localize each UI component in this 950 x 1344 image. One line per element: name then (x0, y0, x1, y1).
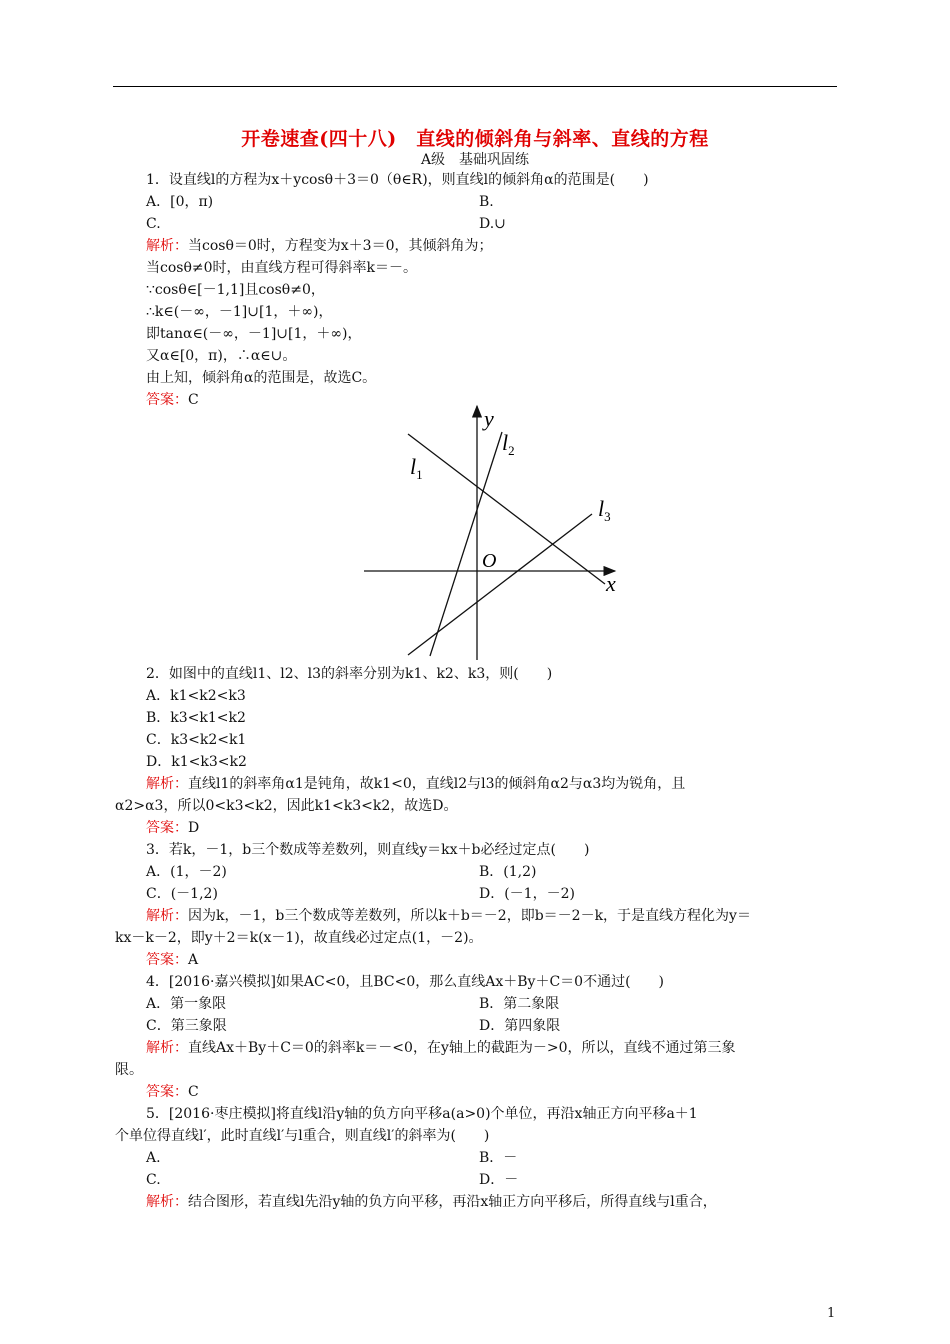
text-line (146, 972, 664, 992)
text-run: 因为k，－1，b三个数成等差数列，所以k＋b＝－2，即b＝－2－k，于是直线方程化为y＝ (188, 908, 751, 924)
text-line (146, 906, 751, 926)
text-line (146, 1016, 227, 1036)
x-axis-label: x (606, 571, 616, 596)
text-line (479, 1016, 560, 1036)
text-run: 当cosθ＝0时，方程变为x＋3＝0，其倾斜角为； (188, 238, 493, 254)
text-run: ∵cosθ∈[－1,1]且cosθ≠0， (146, 282, 325, 298)
text-line (146, 368, 376, 388)
text-run: D (188, 820, 200, 836)
text-run: 又α∈[0，π)，∴α∈∪。 (146, 348, 297, 364)
text-run: D．－ (479, 1172, 519, 1188)
line-l1-label: $l_1$ (410, 454, 423, 482)
text-line (146, 214, 161, 234)
text-line (479, 884, 575, 904)
text-run: A．第一象限 (146, 996, 227, 1012)
page-title: 开卷速查(四十八) 直线的倾斜角与斜率、直线的方程 (241, 128, 709, 150)
text-run: C. (146, 1172, 161, 1188)
text-run: B．第二象限 (479, 996, 560, 1012)
text-line (146, 884, 218, 904)
text-line (479, 994, 559, 1014)
text-line (479, 1170, 518, 1190)
text-line (146, 1192, 717, 1212)
section-subtitle: A级 基础巩固练 (420, 152, 530, 168)
label-run: 解析： (146, 1040, 188, 1056)
text-run: A．k1<k2<k3 (146, 688, 246, 704)
line-l2-label: $l_2$ (502, 430, 515, 458)
label-run: 答案： (146, 820, 188, 836)
text-run: C (188, 392, 199, 408)
text-run: B．－ (479, 1150, 518, 1166)
text-line (146, 818, 199, 838)
text-run: 2．如图中的直线l1、l2、l3的斜率分别为k1、k2、k3，则( ) (146, 666, 553, 682)
text-line (146, 840, 589, 860)
text-run: B．(1,2) (479, 864, 537, 880)
text-line (146, 950, 198, 970)
text-line (146, 280, 325, 300)
text-run: 1．设直线l的方程为x＋ycosθ＋3＝0（θ∈R)，则直线l的倾斜角α的范围是( ) (146, 172, 649, 188)
label-run: 解析： (146, 908, 188, 924)
label-run: 解析： (146, 1194, 188, 1210)
text-line (146, 708, 246, 728)
text-run: A. (146, 1150, 161, 1166)
text-run: 当cosθ≠0时，由直线方程可得斜率k＝－。 (146, 260, 418, 276)
text-run: α2>α3，所以0<k3<k2，因此k1<k3<k2，故选D。 (115, 798, 458, 814)
text-line (479, 192, 494, 212)
line-l3-label: $l_3$ (598, 496, 611, 524)
origin-label: O (482, 550, 497, 572)
text-run: 5．[2016·枣庄模拟]将直线l沿y轴的负方向平移a(a>0)个单位，再沿x轴正方向平移a＋1 (146, 1106, 698, 1122)
text-run: A．[0，π) (146, 194, 214, 210)
header-rule (113, 86, 837, 87)
text-run: 直线Ax＋By＋C＝0的斜率k＝－<0，在y轴上的截距为－>0，所以，直线不通过第三象 (188, 1040, 736, 1056)
label-run: 答案： (146, 392, 188, 408)
text-run: ∴k∈(－∞，－1]∪[1，＋∞)， (146, 304, 333, 320)
text-run: 限。 (115, 1062, 143, 1078)
text-line (146, 1104, 698, 1124)
text-run: 即tanα∈(－∞，－1]∪[1，＋∞)， (146, 326, 362, 342)
text-line (146, 686, 246, 706)
text-line (146, 1170, 161, 1190)
text-line (146, 346, 296, 366)
label-run: 答案： (146, 1084, 188, 1100)
text-run: D．k1<k3<k2 (146, 754, 247, 770)
label-run: 解析： (146, 238, 188, 254)
text-run: C．(－1,2) (146, 886, 218, 902)
text-line (115, 1060, 143, 1080)
text-line (146, 752, 247, 772)
text-line (115, 928, 483, 948)
text-line (146, 774, 685, 794)
text-line (146, 390, 199, 410)
text-run: 4．[2016·嘉兴模拟]如果AC<0，且BC<0，那么直线Ax＋By＋C＝0不通过( ) (146, 974, 665, 990)
text-run: D．(－1，－2) (479, 886, 575, 902)
text-line (146, 1148, 161, 1168)
label-run: 解析： (146, 776, 188, 792)
text-line (146, 324, 362, 344)
page-number: 1 (827, 1306, 836, 1321)
text-line (146, 664, 552, 684)
text-run: kx－k－2，即y＋2＝k(x－1)，故直线必过定点(1，－2)。 (115, 930, 483, 946)
text-line (479, 1148, 517, 1168)
text-run: A．(1，－2) (146, 864, 227, 880)
text-run: 3．若k，－1，b三个数成等差数列，则直线y＝kx＋b必经过定点( ) (146, 842, 590, 858)
label-run: 答案： (146, 952, 188, 968)
text-line (146, 862, 227, 882)
text-run: 结合图形，若直线l先沿y轴的负方向平移，再沿x轴正方向平移后，所得直线与l重合， (188, 1194, 717, 1210)
line-l3 (408, 514, 592, 655)
text-line (146, 302, 332, 322)
text-run: C (188, 1084, 199, 1100)
text-run: 由上知，倾斜角α的范围是，故选C。 (146, 370, 377, 386)
text-line (115, 1126, 489, 1146)
text-run: C．k3<k2<k1 (146, 732, 247, 748)
text-run: 直线l1的斜率角α1是钝角，故k1<0，直线l2与l3的倾斜角α2与α3均为锐角，且 (188, 776, 686, 792)
text-line (146, 236, 493, 256)
text-line (146, 192, 213, 212)
text-line (146, 1038, 736, 1058)
text-run: B．k3<k1<k2 (146, 710, 246, 726)
text-line (115, 796, 457, 816)
line-l1 (408, 434, 605, 584)
text-line (479, 214, 506, 234)
text-run: C．第三象限 (146, 1018, 227, 1034)
text-line (146, 994, 226, 1014)
text-run: D.∪ (479, 216, 506, 232)
text-line (146, 170, 649, 190)
text-run: B. (479, 194, 494, 210)
text-run: 个单位得直线l′，此时直线l′与l重合，则直线l′的斜率为( ) (115, 1128, 490, 1144)
text-run: D．第四象限 (479, 1018, 561, 1034)
line-l2 (430, 432, 502, 656)
text-run: C. (146, 216, 161, 232)
text-line (146, 730, 246, 750)
y-axis-label: y (484, 406, 494, 431)
text-line (146, 258, 417, 278)
text-line (479, 862, 536, 882)
text-line (146, 1082, 199, 1102)
coordinate-figure (360, 402, 640, 662)
text-run: A (188, 952, 199, 968)
